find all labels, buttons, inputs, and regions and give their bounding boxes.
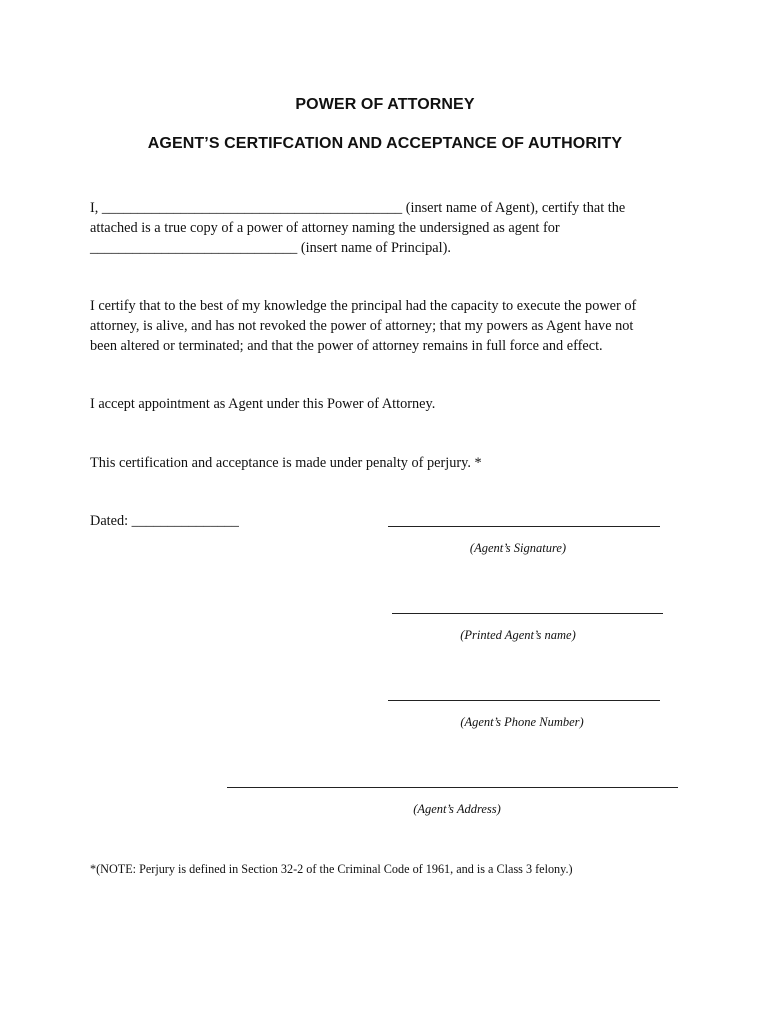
capacity-certification-paragraph xyxy=(90,296,680,356)
paragraph-line: been altered or terminated; and that the power of attorney remains in full force and effect. xyxy=(90,338,603,354)
perjury-note: *(NOTE: Perjury is defined in Section 32-2 of the Criminal Code of 1961, and is a Class 3 felony.) xyxy=(90,862,573,876)
dated-field: Dated: _______________ xyxy=(90,513,239,529)
paragraph-line: I, __________________________________________ (insert name of Agent), certify that the xyxy=(90,200,626,216)
document-subtitle: AGENT’S CERTIFCATION AND ACCEPTANCE OF AUTHORITY xyxy=(147,135,623,152)
document-title: POWER OF ATTORNEY xyxy=(295,96,475,113)
paragraph-line: attached is a true copy of a power of attorney naming the undersigned as agent for xyxy=(90,220,560,236)
phone-number-line xyxy=(388,700,660,701)
paragraph-line: _____________________________ (insert name of Principal). xyxy=(90,240,451,256)
printed-name-line xyxy=(392,613,663,614)
signature-line xyxy=(388,526,660,527)
address-line xyxy=(227,787,678,788)
paragraph-line: I certify that to the best of my knowledge the principal had the capacity to execute the power of xyxy=(90,298,637,314)
printed-name-caption: (Printed Agent’s name) xyxy=(460,628,576,642)
acceptance-paragraph: I accept appointment as Agent under this Power of Attorney. xyxy=(90,396,436,412)
address-caption: (Agent’s Address) xyxy=(413,802,501,816)
paragraph-line: attorney, is alive, and has not revoked the power of attorney; that my powers as Agent have not xyxy=(90,318,634,334)
signature-caption: (Agent’s Signature) xyxy=(469,541,567,555)
perjury-statement: This certification and acceptance is made under penalty of perjury. * xyxy=(90,455,482,471)
phone-number-caption: (Agent’s Phone Number) xyxy=(460,715,584,729)
agent-certification-paragraph xyxy=(90,198,680,258)
